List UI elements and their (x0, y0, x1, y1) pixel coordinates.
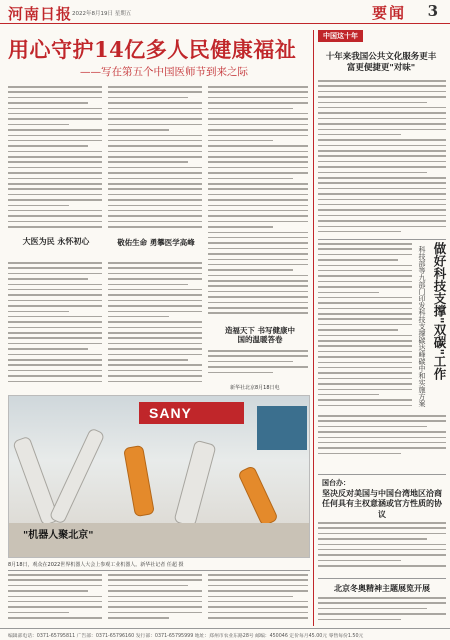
divider (318, 578, 446, 579)
lead-column-3b (208, 350, 308, 382)
lower-story-2 (108, 574, 202, 626)
story-olympics-body (318, 597, 446, 625)
section-label: 要闻 (371, 4, 406, 22)
lead-column-3 (208, 86, 308, 321)
lead-subhead-2: 敬佑生命 勇攀医学高峰 (117, 238, 195, 247)
robot-arm-2 (49, 427, 106, 524)
lead-subheadline: ——写在第五个中国医师节到来之际 (80, 66, 248, 78)
story-carbon-kicker: 科技部等九部门印发科技支撑碳达峰碳中和实施方案 (418, 246, 426, 407)
story-culture-body (318, 80, 446, 236)
story-carbon-headline[interactable]: 做好科技支撑"双碳"工作 (432, 242, 447, 381)
right-column-rule (313, 30, 314, 626)
lead-subhead-1: 大医为民 永怀初心 (22, 236, 90, 246)
story-culture-headline[interactable]: 十年来我国公共文化服务更丰富更便捷更"对味" (325, 52, 437, 74)
footer-contact: 编辑部电话：0371-65795811 广告部：0371-65796160 发行部：0371-65795999 地址：郑州市农业东路28号 邮编：450046 定价每月45.00元 零售每份1.50元 (0, 628, 450, 640)
divider (318, 239, 446, 240)
divider (8, 570, 310, 571)
display-screen (257, 406, 307, 450)
story-carbon-body-2 (318, 415, 446, 461)
newspaper-logo: 河南日报 (8, 5, 73, 23)
lead-subhead-3: 造福天下 书写健康中国的温暖答卷 (224, 326, 296, 345)
lead-column-1 (8, 86, 102, 236)
masthead (0, 0, 450, 24)
story-carbon-body (318, 243, 412, 413)
page-number: 3 (427, 2, 438, 20)
lower-story-1 (8, 574, 102, 626)
lead-column-1b (8, 262, 102, 392)
robot-arm-4 (173, 440, 216, 528)
photo-caption: 8月18日，观众在2022世界机器人大会上参观工业机器人。新华社记者 任超 摄 (8, 562, 184, 568)
robot-arm-5 (237, 465, 279, 527)
lead-byline: 新华社北京8月18日电 (230, 385, 280, 391)
story-taiwan-headline[interactable]: 坚决反对美国与中国台湾地区洽商任何具有主权意涵或官方性质的协议 (322, 488, 442, 519)
robot-arm-3 (123, 445, 155, 517)
story-taiwan-kicker: 国台办： (322, 479, 350, 487)
lead-column-2b (108, 262, 202, 392)
lead-column-2 (108, 86, 202, 236)
story-olympics-headline[interactable]: 北京冬奥精神主题展览开展 (334, 583, 430, 593)
story-taiwan-body (318, 522, 446, 572)
divider (318, 474, 446, 475)
issue-date: 2022年8月19日 星期五 (72, 11, 132, 17)
photo-overlay-text: "机器人聚北京" (23, 530, 94, 541)
topic-tag: 中国这十年 (318, 30, 363, 42)
robot-expo-photo (8, 395, 310, 558)
lower-story-3 (208, 574, 308, 626)
sany-banner: SANY (139, 402, 244, 424)
lead-headline[interactable]: 用心守护14亿多人民健康福祉 (8, 37, 297, 62)
